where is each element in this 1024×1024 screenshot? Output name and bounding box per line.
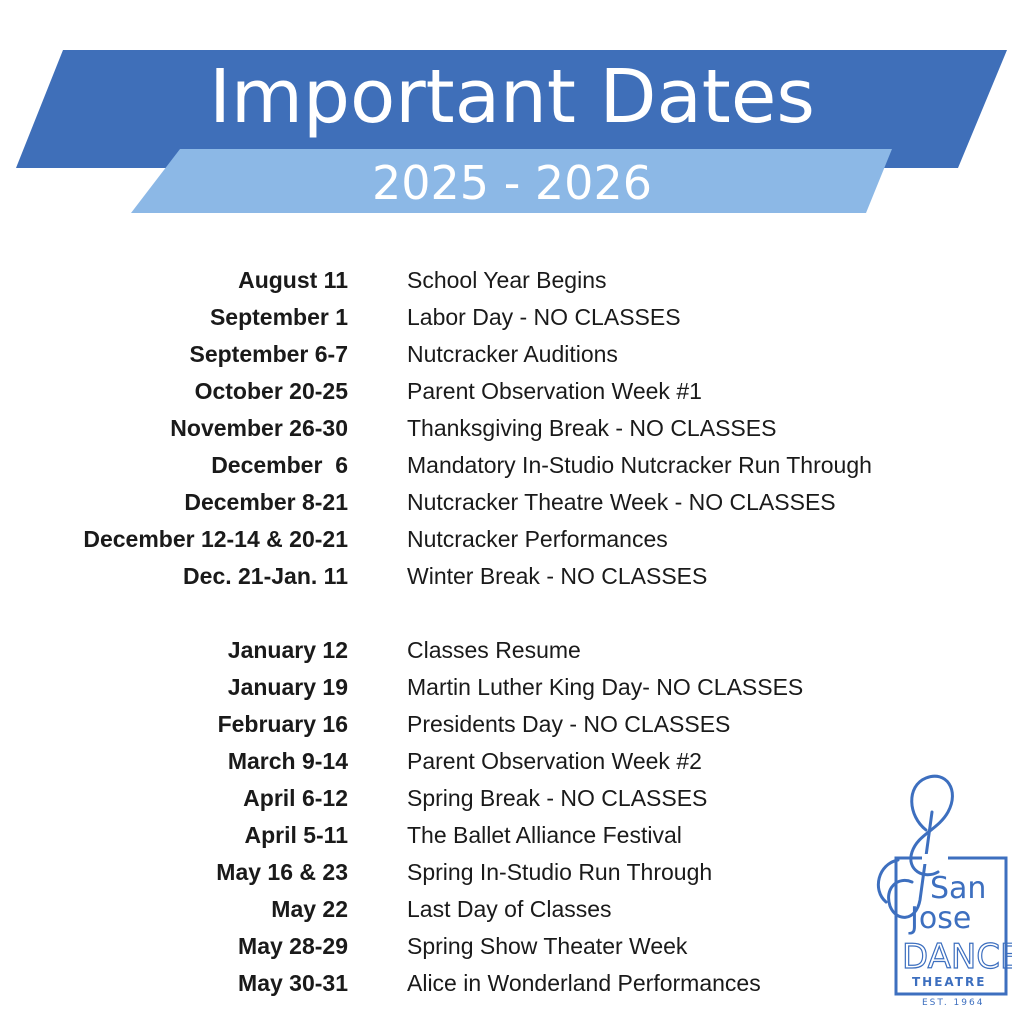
list-item (0, 706, 1024, 743)
logo-word-theatre: THEATRE (912, 975, 987, 989)
list-item (0, 669, 1024, 706)
list-item (0, 410, 1024, 447)
event-label: Winter Break - NO CLASSES (407, 563, 708, 589)
event-label: School Year Begins (407, 267, 607, 293)
event-label: Spring Break - NO CLASSES (407, 785, 708, 811)
event-label: Labor Day - NO CLASSES (407, 304, 681, 330)
event-label: Nutcracker Theatre Week - NO CLASSES (407, 489, 836, 515)
event-label: Spring In-Studio Run Through (407, 859, 713, 885)
date-label: November 26-30 (170, 415, 348, 441)
logo-word-jose: Jose (910, 901, 972, 936)
date-label: January 12 (227, 637, 348, 663)
date-label: February 16 (217, 711, 348, 737)
list-item (0, 632, 1024, 669)
list-item (0, 373, 1024, 410)
san-jose-dance-theatre-logo (868, 772, 1012, 1008)
event-label: Mandatory In-Studio Nutcracker Run Through (407, 452, 872, 478)
event-label: Parent Observation Week #2 (407, 748, 702, 774)
page-title: Important Dates (209, 54, 815, 140)
event-label: Alice in Wonderland Performances (407, 970, 761, 996)
date-label: January 19 (227, 674, 348, 700)
date-label: April 5-11 (244, 822, 348, 848)
list-item (0, 558, 1024, 595)
date-label: October 20-25 (194, 378, 348, 404)
event-label: Spring Show Theater Week (407, 933, 688, 959)
page-subtitle: 2025 - 2026 (372, 156, 652, 210)
date-label: December 12-14 & 20-21 (83, 526, 348, 552)
event-label: Classes Resume (407, 637, 581, 663)
event-label: Martin Luther King Day- NO CLASSES (407, 674, 804, 700)
logo-word-san: San (930, 871, 987, 906)
event-label: Parent Observation Week #1 (407, 378, 702, 404)
list-item (0, 521, 1024, 558)
date-label: May 30-31 (238, 970, 348, 996)
date-label: September 1 (209, 304, 348, 330)
event-label: Nutcracker Performances (407, 526, 668, 552)
event-label: The Ballet Alliance Festival (407, 822, 682, 848)
list-item (0, 336, 1024, 373)
list-item (0, 447, 1024, 484)
date-label: May 22 (271, 896, 348, 922)
date-label: December 6 (211, 452, 348, 478)
event-label: Last Day of Classes (407, 896, 612, 922)
header-banner (0, 0, 1024, 230)
logo-word-dance: DANCE (902, 937, 1012, 977)
date-label: August 11 (238, 267, 348, 293)
event-label: Nutcracker Auditions (407, 341, 618, 367)
list-item (0, 299, 1024, 336)
logo-mark (868, 772, 1012, 1008)
date-label: Dec. 21-Jan. 11 (183, 563, 348, 589)
logo-established: EST. 1964 (922, 998, 985, 1008)
date-label: December 8-21 (184, 489, 348, 515)
date-label: September 6-7 (189, 341, 348, 367)
date-label: March 9-14 (227, 748, 348, 774)
list-item (0, 262, 1024, 299)
date-label: May 16 & 23 (216, 859, 348, 885)
date-label: May 28-29 (238, 933, 348, 959)
event-label: Thanksgiving Break - NO CLASSES (407, 415, 777, 441)
event-label: Presidents Day - NO CLASSES (407, 711, 731, 737)
list-item (0, 484, 1024, 521)
date-label: April 6-12 (243, 785, 348, 811)
